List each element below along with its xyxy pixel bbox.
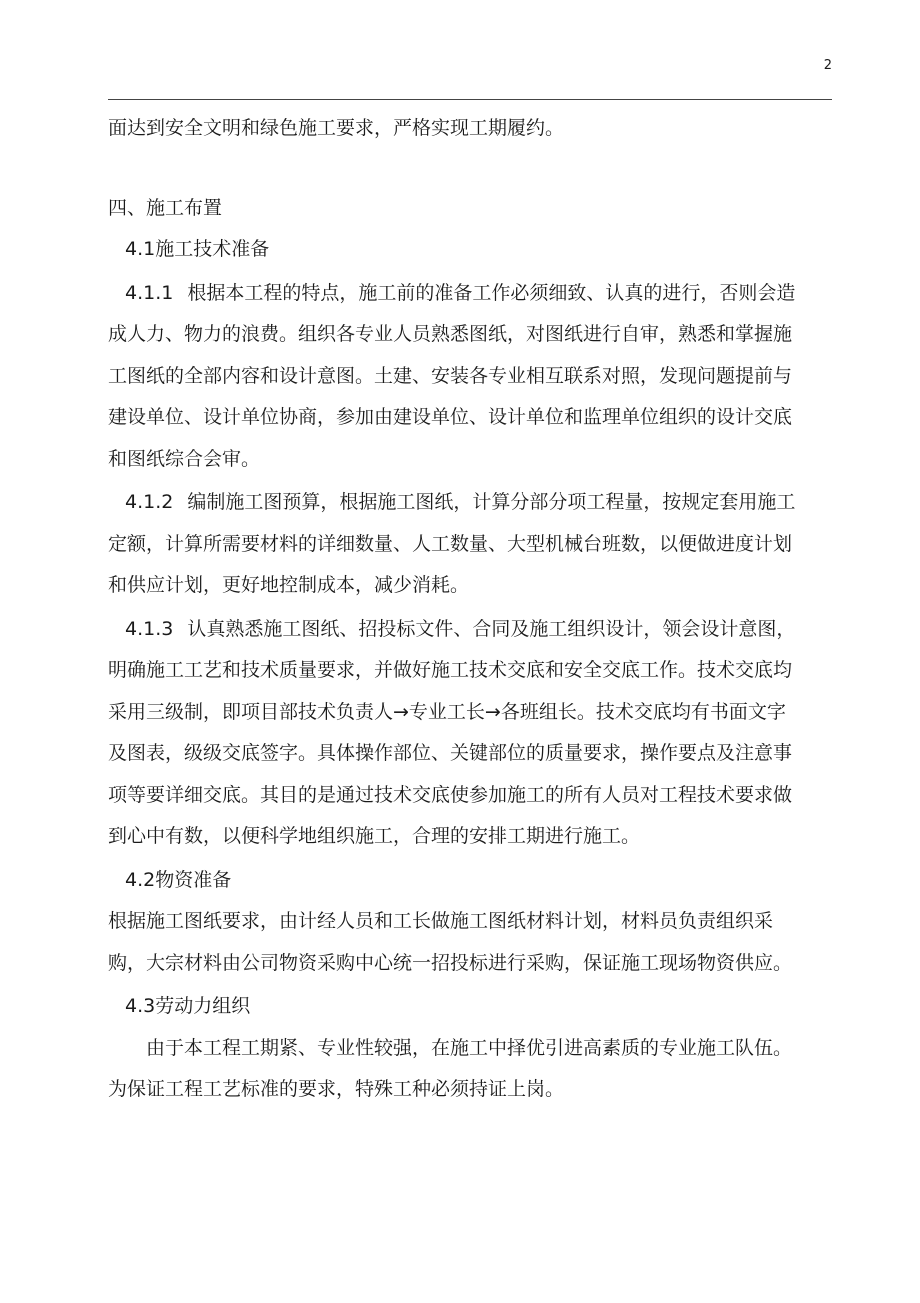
section-4-1-title: 4.1施工技术准备 [125,238,270,260]
paragraph-4-1-3 [108,609,798,858]
document-body [108,108,798,1111]
clause-text: 编制施工图预算，根据施工图纸，计算分部分项工程量，按规定套用施工定额，计算所需要材料的详细数量、人工数量、大型机械台班数，以便做进度计划和供应计划，更好地控制成本，减少消耗。 [108,491,796,596]
section-4-3-title: 4.3劳动力组织 [125,995,251,1017]
page-number: 2 [823,58,832,73]
clause-text: 认真熟悉施工图纸、招投标文件、合同及施工组织设计，领会设计意图，明确施工工艺和技术质量要求，并做好施工技术交底和安全交底工作。技术交底均采用三级制，即项目部技术负责人→专业工长→各班组长。技术交底均有书面文字及图表，级级交底签字。具体操作部位、关键部位的质量要求，操作要点及注意事项等要详细交底。其目的是通过技术交底使参加施工的所有人员对工程技术要求做到心中有数，以便科学地组织施工，合理的安排工期进行施工。 [108,617,796,847]
paragraph-4-2: 根据施工图纸要求，由计经人员和工长做施工图纸材料计划，材料员负责组织采购，大宗材料由公司物资采购中心统一招投标进行采购，保证施工现场物资供应。 [108,910,793,974]
clause-number: 4.1.3 [125,617,174,640]
clause-number: 4.1.1 [125,281,174,304]
paragraph-gap [108,150,798,188]
paragraph-4-3: 由于本工程工期紧、专业性较强，在施工中择优引进高素质的专业施工队伍。为保证工程工艺标准的要求，特殊工种必须持证上岗。 [108,1036,793,1100]
paragraph-4-1-1 [108,273,798,481]
clause-text: 根据本工程的特点，施工前的准备工作必须细致、认真的进行，否则会造成人力、物力的浪费。组织各专业人员熟悉图纸，对图纸进行自审，熟悉和掌握施工图纸的全部内容和设计意图。土建、安装各专业相互联系对照，发现问题提前与建设单位、设计单位协商，参加由建设单位、设计单位和监理单位组织的设计交底和图纸综合会审。 [108,281,796,470]
section-4-2-title: 4.2物资准备 [125,868,232,891]
clause-number: 4.1.2 [125,491,174,513]
chapter-title: 四、施工布置 [108,196,223,219]
continuation-paragraph: 面达到安全文明和绿色施工要求，严格实现工期履约。 [108,117,565,139]
paragraph-4-1-2 [108,482,798,607]
header-rule [108,99,832,100]
